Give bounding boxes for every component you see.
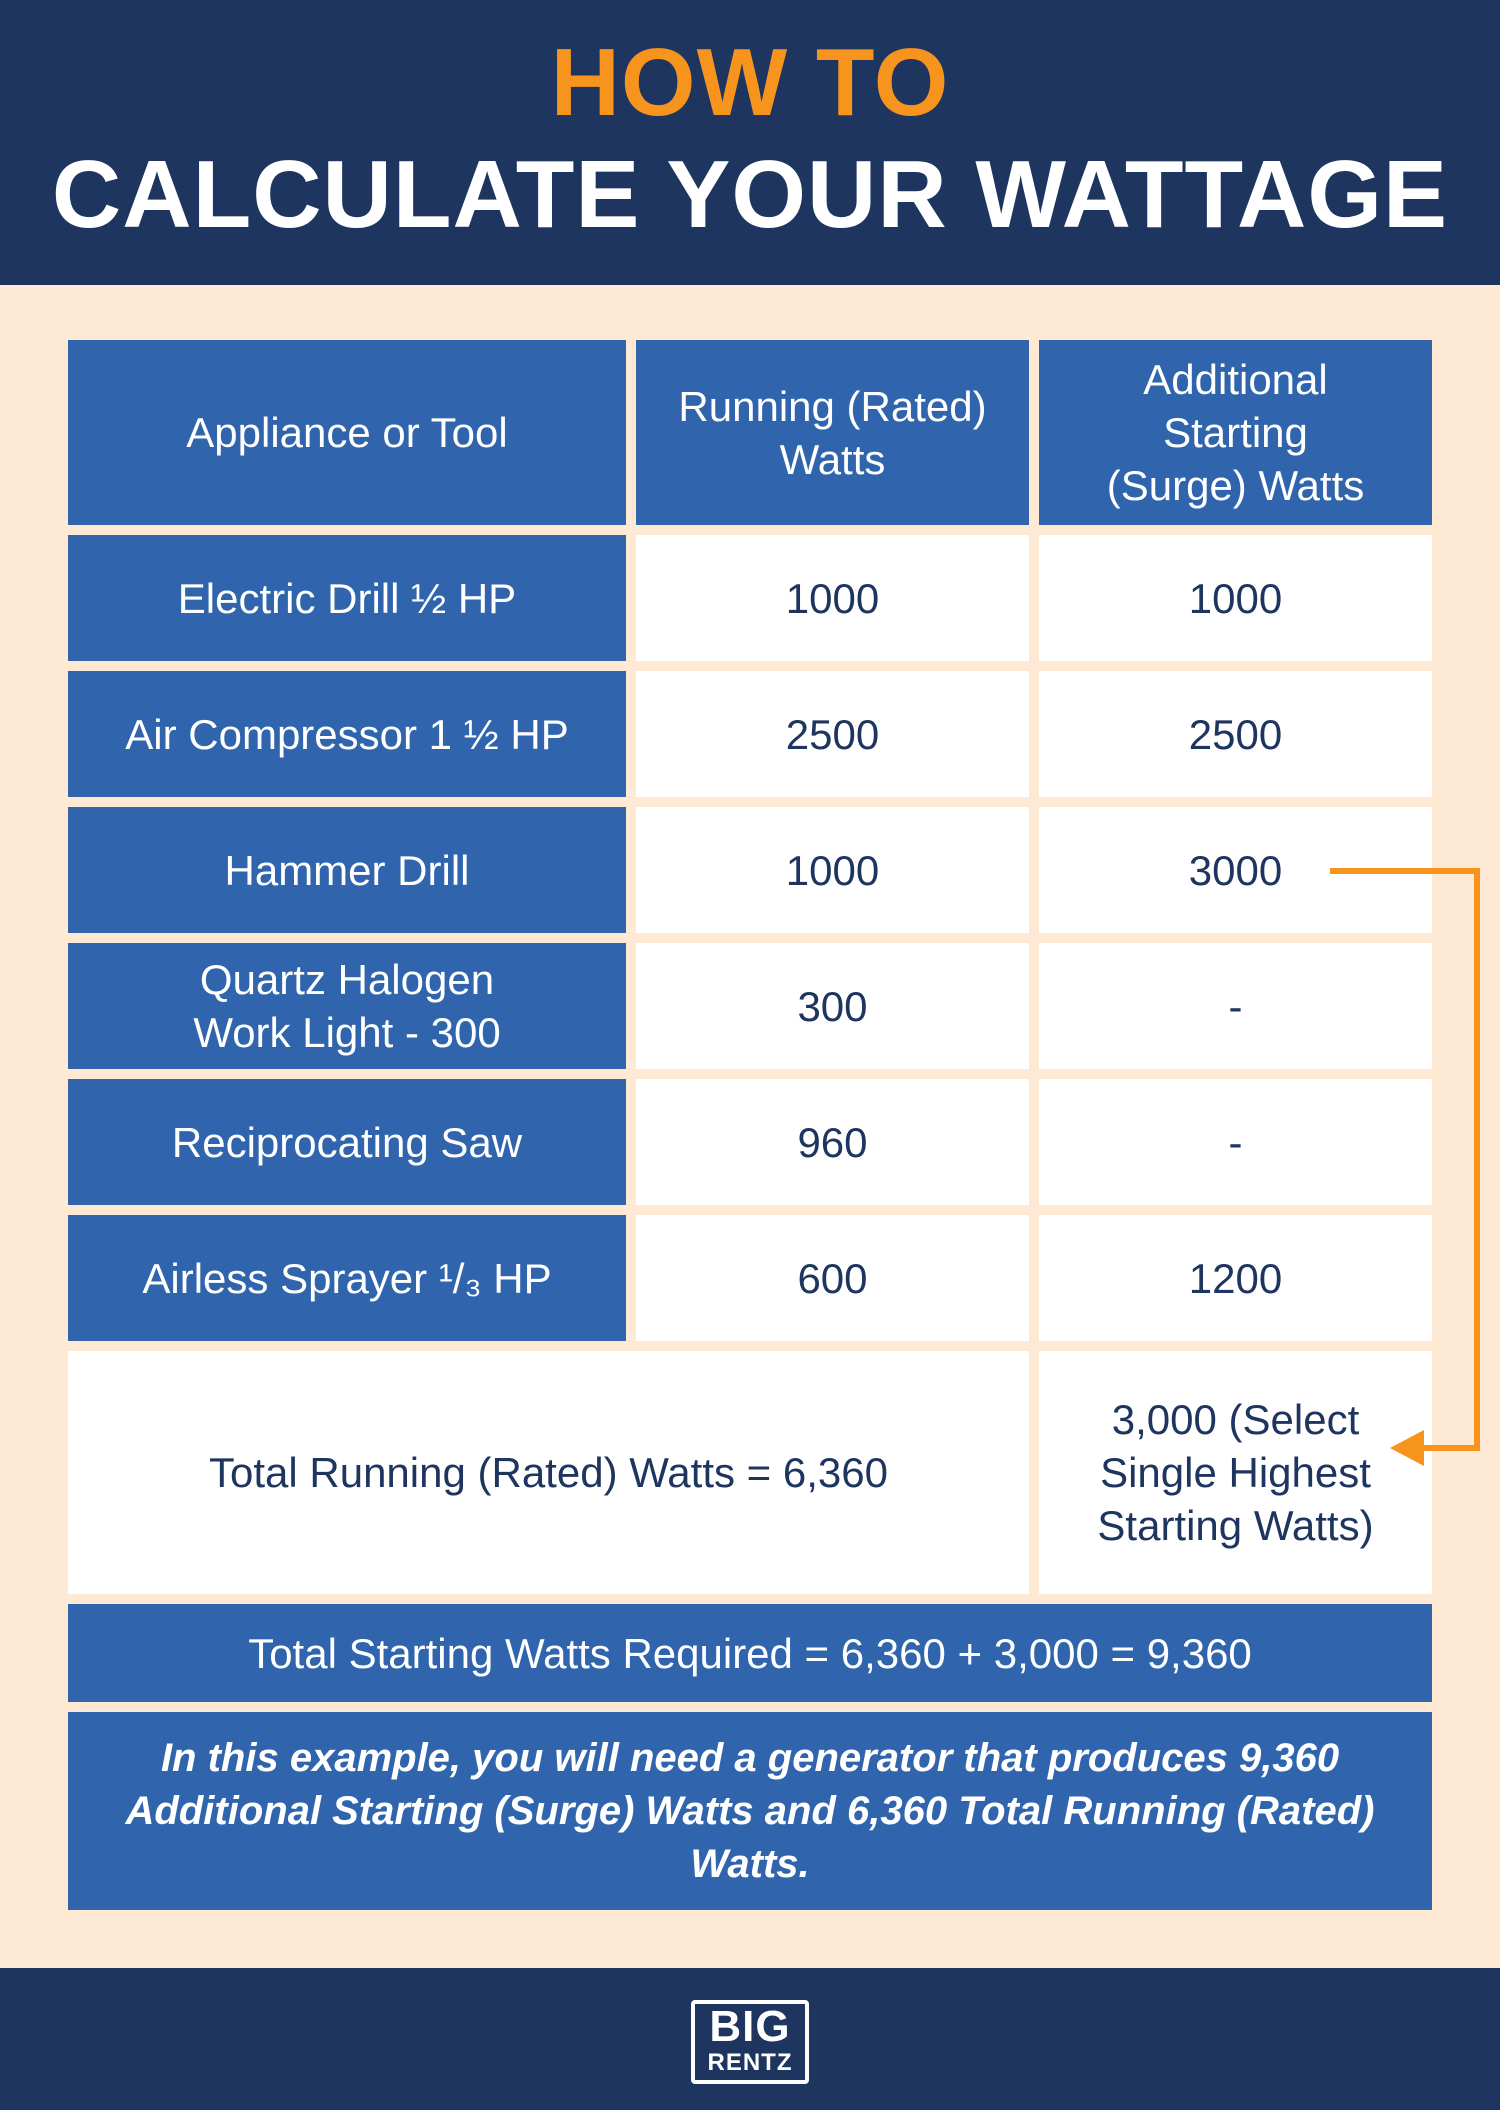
table-row-starting: 3000 — [1039, 807, 1432, 933]
title-calculate-wattage: CALCULATE YOUR WATTAGE — [51, 141, 1449, 248]
table-row-running: 1000 — [636, 807, 1029, 933]
table-row-running: 600 — [636, 1215, 1029, 1341]
table-row-running: 2500 — [636, 671, 1029, 797]
total-starting-watts-required: Total Starting Watts Required = 6,360 + 3,000 = 9,360 — [68, 1604, 1432, 1702]
table-row-tool: Airless Sprayer ¹/₃ HP — [68, 1215, 626, 1341]
table-row-starting: - — [1039, 943, 1432, 1069]
table-row-tool: Air Compressor 1 ½ HP — [68, 671, 626, 797]
column-header-starting: Additional Starting (Surge) Watts — [1039, 340, 1432, 525]
table-row-running: 300 — [636, 943, 1029, 1069]
table-row-starting: 1200 — [1039, 1215, 1432, 1341]
column-header-tool: Appliance or Tool — [68, 340, 626, 525]
logo-text-big: BIG — [709, 2002, 791, 2051]
table-row-starting: 1000 — [1039, 535, 1432, 661]
column-header-running: Running (Rated) Watts — [636, 340, 1029, 525]
total-running-watts: Total Running (Rated) Watts = 6,360 — [68, 1351, 1029, 1594]
table-row-tool: Hammer Drill — [68, 807, 626, 933]
bigrentz-logo — [691, 2000, 809, 2084]
table-row-running: 960 — [636, 1079, 1029, 1205]
example-note: In this example, you will need a generator that produces 9,360 Additional Starting (Surge) Watts and 6,360 Total Running (Rated) Watts. — [68, 1712, 1432, 1910]
highest-starting-watts: 3,000 (Select Single Highest Starting Watts) — [1039, 1351, 1432, 1594]
table-row-tool: Reciprocating Saw — [68, 1079, 626, 1205]
table-row-tool: Quartz Halogen Work Light - 300 — [68, 943, 626, 1069]
table-row-running: 1000 — [636, 535, 1029, 661]
table-row-starting: - — [1039, 1079, 1432, 1205]
title-how-to: HOW TO — [550, 29, 950, 136]
table-row-tool: Electric Drill ½ HP — [68, 535, 626, 661]
table-row-starting: 2500 — [1039, 671, 1432, 797]
logo-text-rentz: RENTZ — [707, 2049, 793, 2076]
